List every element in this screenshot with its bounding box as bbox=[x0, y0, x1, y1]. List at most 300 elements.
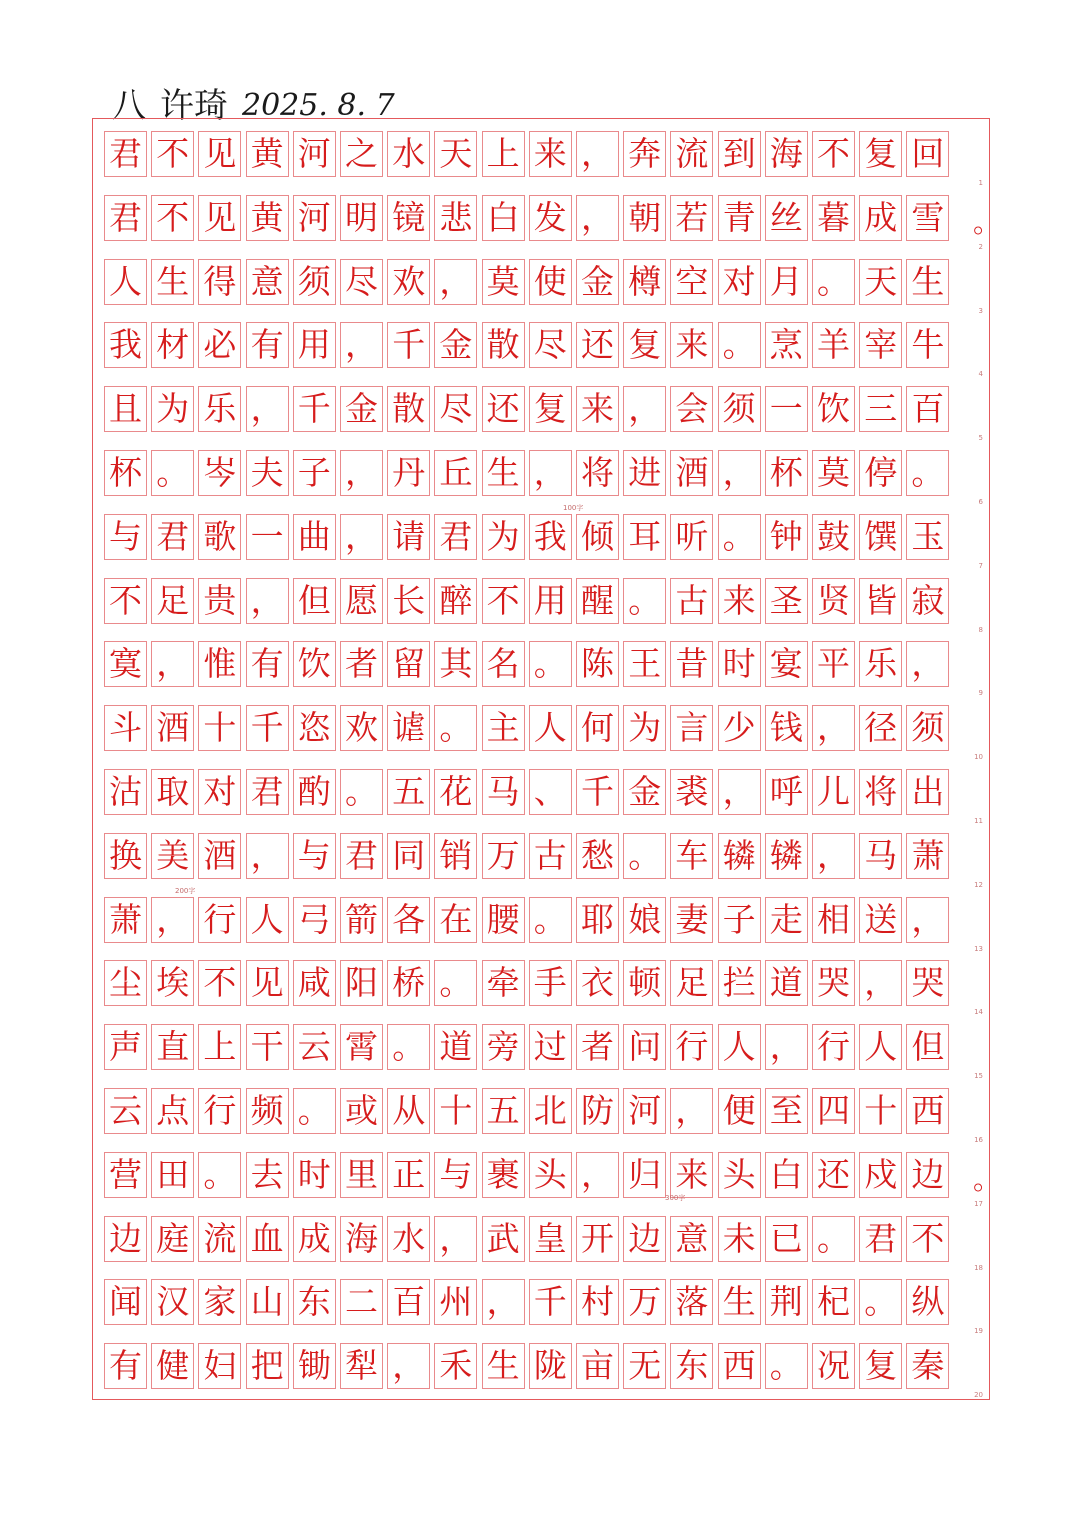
word-count-marker: 300字 bbox=[665, 1194, 686, 1202]
grid-cell: 。 bbox=[293, 1088, 336, 1134]
grid-cell: 有 bbox=[246, 641, 289, 687]
grid-cell: 须 bbox=[718, 386, 761, 432]
grid-cell: 直 bbox=[151, 1024, 194, 1070]
grid-cell: 主 bbox=[482, 705, 525, 751]
grid-cell: 生 bbox=[482, 450, 525, 496]
grid-cell: 发 bbox=[529, 195, 572, 241]
grid-cell: 与 bbox=[104, 514, 147, 560]
grid-cell: ， bbox=[623, 386, 666, 432]
grid-cell: ， bbox=[151, 641, 194, 687]
grid-cell: 埃 bbox=[151, 960, 194, 1006]
grid-row bbox=[101, 960, 983, 1017]
grid-row bbox=[101, 1152, 1002, 1208]
line-number: 20 bbox=[974, 1391, 983, 1400]
grid-cell: 。 bbox=[340, 769, 383, 815]
grid-cell: 送 bbox=[859, 897, 902, 943]
grid-cell: 牵 bbox=[482, 960, 525, 1006]
grid-cell: 、 bbox=[529, 769, 572, 815]
grid-cell: 旁 bbox=[482, 1024, 525, 1070]
grid-cell: 复 bbox=[859, 1343, 902, 1389]
grid-cell: 万 bbox=[482, 833, 525, 879]
grid-cell: 还 bbox=[576, 322, 619, 368]
entry-number: 八 bbox=[112, 86, 146, 126]
grid-cell: 咸 bbox=[293, 960, 336, 1006]
grid-cell: 夫 bbox=[246, 450, 289, 496]
line-number: 10 bbox=[974, 753, 983, 762]
grid-cell: 尽 bbox=[340, 259, 383, 305]
grid-cell: 且 bbox=[104, 386, 147, 432]
grid-cell: 回 bbox=[906, 131, 949, 177]
grid-cell: 黄 bbox=[246, 195, 289, 241]
grid-cell: 复 bbox=[859, 131, 902, 177]
grid-cell: 无 bbox=[623, 1343, 666, 1389]
grid-cell: 。 bbox=[812, 1216, 855, 1262]
grid-cell: 桥 bbox=[387, 960, 430, 1006]
grid-cell: 来 bbox=[670, 1152, 713, 1198]
grid-cell: 上 bbox=[198, 1024, 241, 1070]
grid-cell: 海 bbox=[340, 1216, 383, 1262]
grid-cell: 顿 bbox=[623, 960, 666, 1006]
grid-cell: 君 bbox=[859, 1216, 902, 1262]
grid-cell: 月 bbox=[765, 259, 808, 305]
grid-cell: 血 bbox=[246, 1216, 289, 1262]
grid-row bbox=[101, 386, 983, 443]
grid-cell: 上 bbox=[482, 131, 525, 177]
line-number: 15 bbox=[974, 1072, 983, 1081]
grid-cell: 用 bbox=[293, 322, 336, 368]
grid-cell: 健 bbox=[151, 1343, 194, 1389]
grid-cell: 杯 bbox=[765, 450, 808, 496]
line-number: 13 bbox=[974, 944, 983, 953]
grid-cell: 尽 bbox=[434, 386, 477, 432]
grid-cell: 生 bbox=[718, 1279, 761, 1325]
grid-cell: 者 bbox=[576, 1024, 619, 1070]
grid-cell: 金 bbox=[340, 386, 383, 432]
grid-cell: 走 bbox=[765, 897, 808, 943]
grid-cell: 妇 bbox=[198, 1343, 241, 1389]
overflow-mark: 。 bbox=[973, 205, 1002, 239]
grid-cell: 人 bbox=[718, 1024, 761, 1070]
grid-cell: ， bbox=[576, 195, 619, 241]
grid-cell: 千 bbox=[387, 322, 430, 368]
grid-cell: 用 bbox=[529, 578, 572, 624]
grid-cell: 至 bbox=[765, 1088, 808, 1134]
grid-cell: 为 bbox=[482, 514, 525, 560]
grid-cell: 庭 bbox=[151, 1216, 194, 1262]
grid-cell: 奔 bbox=[623, 131, 666, 177]
grid-cell: 车 bbox=[670, 833, 713, 879]
grid-cell: 玉 bbox=[906, 514, 949, 560]
grid-cell: 会 bbox=[670, 386, 713, 432]
grid-cell: 不 bbox=[104, 578, 147, 624]
grid-cell: 辚 bbox=[765, 833, 808, 879]
grid-cell: 惟 bbox=[198, 641, 241, 687]
line-number: 4 bbox=[978, 370, 983, 379]
grid-cell: 平 bbox=[812, 641, 855, 687]
grid-cell: 子 bbox=[718, 897, 761, 943]
grid-cell: 声 bbox=[104, 1024, 147, 1070]
grid-cell: 见 bbox=[246, 960, 289, 1006]
grid-cell: 丘 bbox=[434, 450, 477, 496]
grid-cell: 犁 bbox=[340, 1343, 383, 1389]
grid-cell: ， bbox=[151, 897, 194, 943]
grid-cell: 生 bbox=[906, 259, 949, 305]
grid-cell: 人 bbox=[246, 897, 289, 943]
grid-cell: 对 bbox=[198, 769, 241, 815]
grid-cell: 酒 bbox=[151, 705, 194, 751]
grid-cell: 耳 bbox=[623, 514, 666, 560]
grid-cell: 天 bbox=[859, 259, 902, 305]
grid-cell: 。 bbox=[151, 450, 194, 496]
grid-cell: 家 bbox=[198, 1279, 241, 1325]
grid-cell: 还 bbox=[812, 1152, 855, 1198]
grid-cell: ， bbox=[434, 259, 477, 305]
grid-cell: 呼 bbox=[765, 769, 808, 815]
grid-cell: 儿 bbox=[812, 769, 855, 815]
grid-cell: 五 bbox=[482, 1088, 525, 1134]
grid-cell: 腰 bbox=[482, 897, 525, 943]
grid-row bbox=[101, 514, 983, 570]
grid-cell: 丝 bbox=[765, 195, 808, 241]
grid-cell: 防 bbox=[576, 1088, 619, 1134]
grid-cell: 愿 bbox=[340, 578, 383, 624]
grid-cell: ， bbox=[812, 705, 855, 751]
grid-cell: 出 bbox=[906, 769, 949, 815]
grid-cell: 使 bbox=[529, 259, 572, 305]
grid-cell: 古 bbox=[670, 578, 713, 624]
grid-cell: 娘 bbox=[623, 897, 666, 943]
grid-cell: 水 bbox=[387, 1216, 430, 1262]
grid-cell: 昔 bbox=[670, 641, 713, 687]
grid-cell: 白 bbox=[482, 195, 525, 241]
grid-cell: 二 bbox=[340, 1279, 383, 1325]
grid-cell: 君 bbox=[104, 195, 147, 241]
grid-cell: ， bbox=[765, 1024, 808, 1070]
grid-cell: 明 bbox=[340, 195, 383, 241]
grid-cell: 取 bbox=[151, 769, 194, 815]
grid-cell: 悲 bbox=[434, 195, 477, 241]
grid-cell: 流 bbox=[198, 1216, 241, 1262]
grid-cell: 道 bbox=[434, 1024, 477, 1070]
grid-cell: 我 bbox=[104, 322, 147, 368]
grid-cell: 马 bbox=[482, 769, 525, 815]
grid-cell: 裹 bbox=[482, 1152, 525, 1198]
grid-cell: ， bbox=[434, 1216, 477, 1262]
grid-cell: 哭 bbox=[906, 960, 949, 1006]
grid-cell: 。 bbox=[859, 1279, 902, 1325]
grid-cell: 白 bbox=[765, 1152, 808, 1198]
grid-cell: 斗 bbox=[104, 705, 147, 751]
grid-cell: 须 bbox=[906, 705, 949, 751]
grid-cell: 酒 bbox=[670, 450, 713, 496]
grid-row bbox=[101, 1088, 983, 1144]
grid-cell: 来 bbox=[529, 131, 572, 177]
grid-cell: ， bbox=[340, 322, 383, 368]
grid-row bbox=[101, 641, 983, 698]
grid-cell: 过 bbox=[529, 1024, 572, 1070]
grid-cell: 各 bbox=[387, 897, 430, 943]
grid-cell: 复 bbox=[623, 322, 666, 368]
grid-cell: 君 bbox=[246, 769, 289, 815]
grid-cell: ， bbox=[906, 897, 949, 943]
grid-cell: 言 bbox=[670, 705, 713, 751]
grid-cell: 宰 bbox=[859, 322, 902, 368]
grid-cell: ， bbox=[387, 1343, 430, 1389]
grid-cell: 闻 bbox=[104, 1279, 147, 1325]
grid-cell: 归 bbox=[623, 1152, 666, 1198]
grid-cell: 但 bbox=[293, 578, 336, 624]
grid-cell: 来 bbox=[576, 386, 619, 432]
grid-cell: 成 bbox=[293, 1216, 336, 1262]
word-count-marker: 100字 bbox=[563, 504, 584, 512]
grid-cell: 复 bbox=[529, 386, 572, 432]
word-count-marker: 200字 bbox=[175, 887, 196, 895]
grid-cell: 行 bbox=[812, 1024, 855, 1070]
grid-cell: 少 bbox=[718, 705, 761, 751]
grid-cell: 秦 bbox=[906, 1343, 949, 1389]
grid-row bbox=[101, 259, 983, 315]
grid-cell: 西 bbox=[718, 1343, 761, 1389]
grid-cell: ， bbox=[340, 514, 383, 560]
grid-cell: 禾 bbox=[434, 1343, 477, 1389]
grid-cell: 不 bbox=[906, 1216, 949, 1262]
grid-cell: 汉 bbox=[151, 1279, 194, 1325]
grid-cell: 纵 bbox=[906, 1279, 949, 1325]
grid-cell: 千 bbox=[293, 386, 336, 432]
grid-cell: 。 bbox=[198, 1152, 241, 1198]
grid-cell: 辚 bbox=[718, 833, 761, 879]
grid-cell: 来 bbox=[670, 322, 713, 368]
grid-cell: 醒 bbox=[576, 578, 619, 624]
grid-row bbox=[101, 769, 983, 825]
grid-cell: 。 bbox=[623, 578, 666, 624]
grid-cell: 贤 bbox=[812, 578, 855, 624]
grid-cell: 北 bbox=[529, 1088, 572, 1134]
grid-cell: ， bbox=[670, 1088, 713, 1134]
grid-cell: 。 bbox=[434, 960, 477, 1006]
grid-cell: 莫 bbox=[812, 450, 855, 496]
grid-cell: 万 bbox=[623, 1279, 666, 1325]
grid-cell: 酌 bbox=[293, 769, 336, 815]
grid-cell: 散 bbox=[482, 322, 525, 368]
grid-cell: 从 bbox=[387, 1088, 430, 1134]
grid-cell: 千 bbox=[529, 1279, 572, 1325]
grid-cell: 意 bbox=[670, 1216, 713, 1262]
grid-cell: 见 bbox=[198, 131, 241, 177]
grid-cell: 朝 bbox=[623, 195, 666, 241]
grid-cell: 君 bbox=[340, 833, 383, 879]
grid-cell: 把 bbox=[246, 1343, 289, 1389]
grid-cell: 名 bbox=[482, 641, 525, 687]
grid-cell: 荆 bbox=[765, 1279, 808, 1325]
line-number: 9 bbox=[978, 689, 983, 698]
grid-cell: 三 bbox=[859, 386, 902, 432]
grid-cell: 问 bbox=[623, 1024, 666, 1070]
writer-name: 许琦 bbox=[160, 86, 228, 126]
grid-cell: 醉 bbox=[434, 578, 477, 624]
grid-cell: 烹 bbox=[765, 322, 808, 368]
grid-cell: 黄 bbox=[246, 131, 289, 177]
grid-row bbox=[101, 705, 983, 762]
grid-cell: ， bbox=[718, 450, 761, 496]
grid-cell: 子 bbox=[293, 450, 336, 496]
grid-cell: ， bbox=[529, 450, 572, 496]
grid-cell: 况 bbox=[812, 1343, 855, 1389]
grid-cell: 武 bbox=[482, 1216, 525, 1262]
grid-cell: 留 bbox=[387, 641, 430, 687]
grid-cell: 。 bbox=[529, 641, 572, 687]
grid-cell: 还 bbox=[482, 386, 525, 432]
grid-cell: 田 bbox=[151, 1152, 194, 1198]
line-number: 16 bbox=[974, 1136, 983, 1144]
grid-cell: 莫 bbox=[482, 259, 525, 305]
grid-cell: 河 bbox=[623, 1088, 666, 1134]
grid-cell: 点 bbox=[151, 1088, 194, 1134]
grid-cell: 不 bbox=[198, 960, 241, 1006]
grid-cell: 皆 bbox=[859, 578, 902, 624]
grid-cell: ， bbox=[246, 833, 289, 879]
grid-cell: 霄 bbox=[340, 1024, 383, 1070]
grid-cell: 见 bbox=[198, 195, 241, 241]
grid-cell: 我 bbox=[529, 514, 572, 560]
line-number: 3 bbox=[978, 306, 983, 315]
grid-cell: 材 bbox=[151, 322, 194, 368]
grid-cell: ， bbox=[906, 641, 949, 687]
grid-cell: 衣 bbox=[576, 960, 619, 1006]
line-number: 6 bbox=[978, 498, 983, 506]
grid-cell: 寂 bbox=[906, 578, 949, 624]
line-number: 12 bbox=[974, 880, 983, 889]
grid-cell: ， bbox=[340, 450, 383, 496]
grid-cell: 四 bbox=[812, 1088, 855, 1134]
grid-cell: 美 bbox=[151, 833, 194, 879]
grid-cell: 耶 bbox=[576, 897, 619, 943]
grid-cell: 十 bbox=[434, 1088, 477, 1134]
grid-cell: 君 bbox=[434, 514, 477, 560]
grid-cell: 听 bbox=[670, 514, 713, 560]
grid-cell: 饮 bbox=[812, 386, 855, 432]
grid-cell: 亩 bbox=[576, 1343, 619, 1389]
grid-cell: 十 bbox=[198, 705, 241, 751]
grid-cell: 羊 bbox=[812, 322, 855, 368]
grid-cell: 杯 bbox=[104, 450, 147, 496]
grid-cell: 人 bbox=[104, 259, 147, 305]
line-number: 11 bbox=[974, 817, 983, 825]
grid-cell: 头 bbox=[529, 1152, 572, 1198]
grid-cell: 须 bbox=[293, 259, 336, 305]
grid-cell: 行 bbox=[198, 897, 241, 943]
grid-cell: 山 bbox=[246, 1279, 289, 1325]
grid-cell: 戍 bbox=[859, 1152, 902, 1198]
grid-cell: 空 bbox=[670, 259, 713, 305]
grid-row bbox=[101, 897, 983, 953]
grid-cell: 酒 bbox=[198, 833, 241, 879]
grid-cell: 边 bbox=[623, 1216, 666, 1262]
grid-cell: 河 bbox=[293, 195, 336, 241]
grid-cell: 樽 bbox=[623, 259, 666, 305]
grid-cell: 边 bbox=[104, 1216, 147, 1262]
grid-cell: 足 bbox=[670, 960, 713, 1006]
grid-cell: 村 bbox=[576, 1279, 619, 1325]
grid-cell: 流 bbox=[670, 131, 713, 177]
grid-cell: 欢 bbox=[340, 705, 383, 751]
grid-cell: 。 bbox=[718, 322, 761, 368]
grid-cell: 馔 bbox=[859, 514, 902, 560]
grid-cell: 将 bbox=[576, 450, 619, 496]
grid-cell: 皇 bbox=[529, 1216, 572, 1262]
grid-cell: 宴 bbox=[765, 641, 808, 687]
grid-cell: 杞 bbox=[812, 1279, 855, 1325]
grid-cell: 王 bbox=[623, 641, 666, 687]
grid-cell: 换 bbox=[104, 833, 147, 879]
grid-cell: 妻 bbox=[670, 897, 713, 943]
grid-cell: 金 bbox=[623, 769, 666, 815]
grid-cell: 马 bbox=[859, 833, 902, 879]
line-number: 2 bbox=[978, 242, 983, 251]
grid-cell: 者 bbox=[340, 641, 383, 687]
grid-cell: 牛 bbox=[906, 322, 949, 368]
grid-cell: 足 bbox=[151, 578, 194, 624]
grid-row bbox=[101, 1343, 983, 1400]
grid-cell: 欢 bbox=[387, 259, 430, 305]
grid-cell: 寞 bbox=[104, 641, 147, 687]
grid-cell: 人 bbox=[859, 1024, 902, 1070]
grid-cell: ， bbox=[246, 578, 289, 624]
grid-cell: 愁 bbox=[576, 833, 619, 879]
grid-cell: 落 bbox=[670, 1279, 713, 1325]
grid-cell: 手 bbox=[529, 960, 572, 1006]
grid-cell: 云 bbox=[104, 1088, 147, 1134]
grid-cell: 贵 bbox=[198, 578, 241, 624]
grid-cell: 或 bbox=[340, 1088, 383, 1134]
entry-date: 2025. 8. 7 bbox=[242, 88, 395, 123]
grid-cell: 在 bbox=[434, 897, 477, 943]
grid-cell: 不 bbox=[812, 131, 855, 177]
grid-cell: ， bbox=[576, 131, 619, 177]
grid-cell: 云 bbox=[293, 1024, 336, 1070]
grid-cell: 钟 bbox=[765, 514, 808, 560]
grid-cell: 圣 bbox=[765, 578, 808, 624]
grid-cell: 倾 bbox=[576, 514, 619, 560]
grid-cell: 人 bbox=[529, 705, 572, 751]
grid-cell: 尽 bbox=[529, 322, 572, 368]
grid-cell: 谑 bbox=[387, 705, 430, 751]
grid-cell: 阳 bbox=[340, 960, 383, 1006]
grid-cell: 陈 bbox=[576, 641, 619, 687]
grid-cell: 有 bbox=[246, 322, 289, 368]
grid-cell: 丹 bbox=[387, 450, 430, 496]
grid-cell: 州 bbox=[434, 1279, 477, 1325]
grid-cell: 五 bbox=[387, 769, 430, 815]
grid-cell: 进 bbox=[623, 450, 666, 496]
grid-cell: 径 bbox=[859, 705, 902, 751]
grid-cell: 里 bbox=[340, 1152, 383, 1198]
grid-cell: 有 bbox=[104, 1343, 147, 1389]
grid-cell: 行 bbox=[198, 1088, 241, 1134]
grid-cell: 百 bbox=[906, 386, 949, 432]
grid-cell: 金 bbox=[576, 259, 619, 305]
grid-cell: ， bbox=[718, 769, 761, 815]
grid-row bbox=[101, 450, 983, 506]
grid-cell: 但 bbox=[906, 1024, 949, 1070]
grid-cell: 边 bbox=[906, 1152, 949, 1198]
grid-cell: 何 bbox=[576, 705, 619, 751]
grid-cell: 开 bbox=[576, 1216, 619, 1262]
grid-cell: 西 bbox=[906, 1088, 949, 1134]
grid-cell: 锄 bbox=[293, 1343, 336, 1389]
line-number: 14 bbox=[974, 1008, 983, 1017]
grid-cell: 已 bbox=[765, 1216, 808, 1262]
